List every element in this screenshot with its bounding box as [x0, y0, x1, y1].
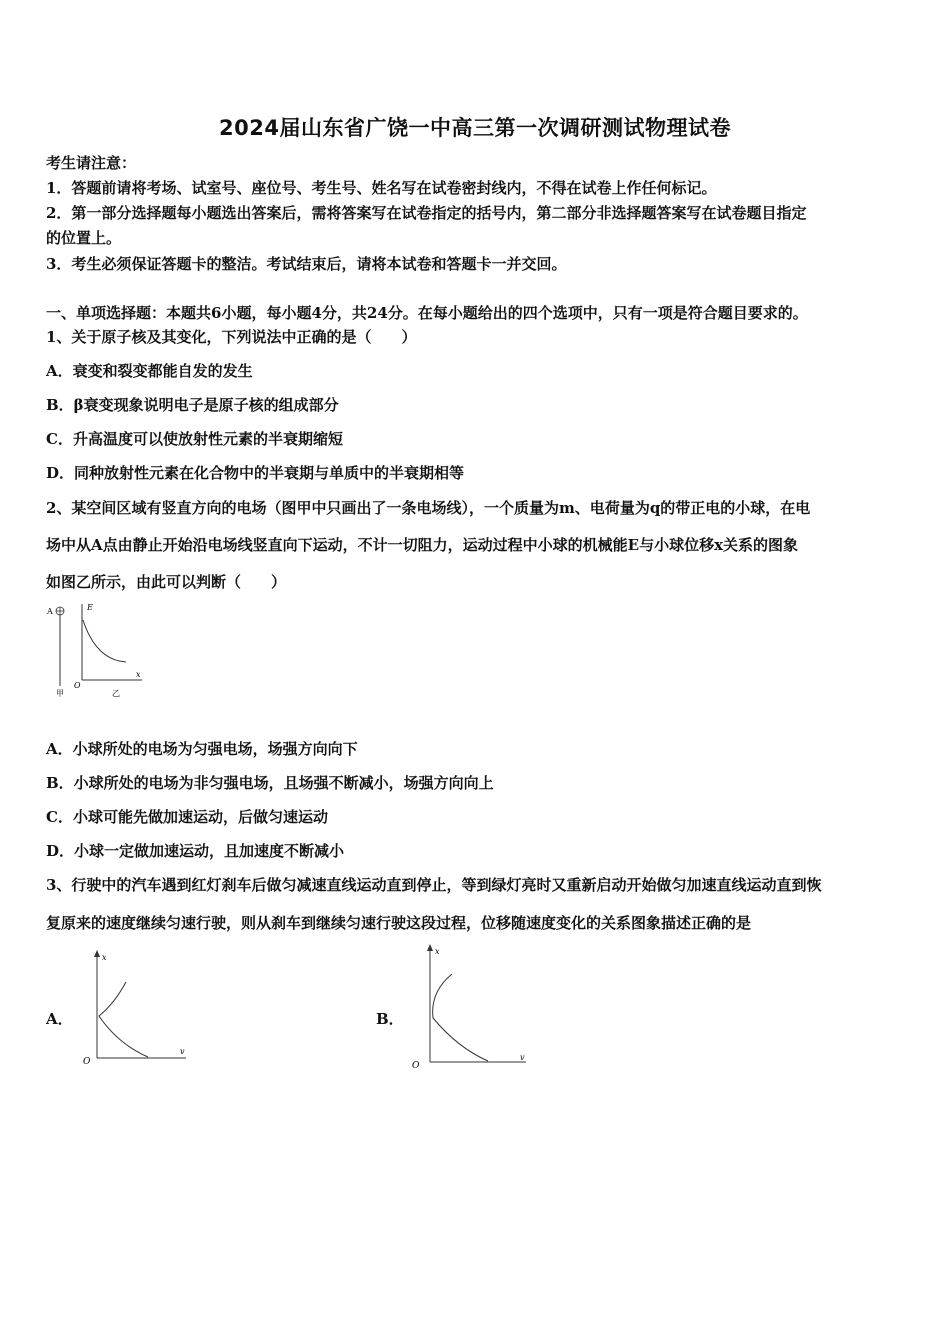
notice-heading: 考生请注意： — [46, 154, 137, 172]
fig-label-jia: 甲 — [56, 689, 64, 698]
q2-stem-line-3: 如图乙所示，由此可以判断（ ） — [46, 573, 287, 591]
fig-label-yi: 乙 — [112, 689, 120, 698]
energy-curve — [83, 620, 126, 662]
q2-stem-line-2: 场中从A点由静止开始沿电场线竖直向下运动，不计一切阻力，运动过程中小球的机械能E与小球位移x关系的图象 — [46, 536, 799, 554]
q2-option-d: D．小球一定做加速运动，且加速度不断减小 — [46, 842, 345, 860]
q3-stem-line-2: 复原来的速度继续匀速行驶，则从刹车到继续匀速行驶这段过程，位移随速度变化的关系图象描述正确的是 — [46, 914, 752, 932]
fig-label-O: O — [74, 681, 81, 690]
q2-option-b: B．小球所处的电场为非匀强电场，且场强不断减小，场强方向向上 — [46, 774, 494, 792]
q2-figure — [44, 600, 154, 700]
notice-item-2: 2．第一部分选择题每小题选出答案后，需将答案写在试卷指定的括号内，第二部分非选择题答案写在试卷题目指定 — [46, 204, 807, 222]
graph-b-curve — [433, 974, 488, 1061]
page-title: 2024届山东省广饶一中高三第一次调研测试物理试卷 — [219, 116, 731, 140]
q3-graph-a — [78, 948, 188, 1068]
notice-item-2-cont: 的位置上。 — [46, 229, 122, 247]
graph-b-label-v: v — [520, 1053, 525, 1062]
q1-option-b: B．β衰变现象说明电子是原子核的组成部分 — [46, 396, 339, 414]
q1-option-c: C．升高温度可以使放射性元素的半衰期缩短 — [46, 430, 343, 448]
q3-graph-b — [408, 940, 533, 1072]
fig-label-E: E — [87, 603, 93, 612]
q1-stem: 1、关于原子核及其变化，下列说法中正确的是（ ） — [46, 328, 417, 346]
section-heading: 一、单项选择题：本题共6小题，每小题4分，共24分。在每小题给出的四个选项中，只有一项是符合题目要求的。 — [46, 304, 808, 322]
graph-a-label-x: x — [102, 953, 107, 962]
q3-stem-line-1: 3、行驶中的汽车遇到红灯刹车后做匀减速直线运动直到停止，等到绿灯亮时又重新启动开始做匀加速直线运动直到恢 — [46, 876, 822, 894]
graph-a-label-O: O — [83, 1057, 91, 1067]
q3-option-a-label: A． — [46, 1010, 73, 1028]
graph-a-curve — [99, 982, 148, 1057]
q2-option-c: C．小球可能先做加速运动，后做匀速运动 — [46, 808, 328, 826]
q3-option-b-label: B． — [376, 1010, 404, 1028]
q2-stem-line-1: 2、某空间区域有竖直方向的电场（图甲中只画出了一条电场线），一个质量为m、电荷量为q的带正电的小球，在电 — [46, 499, 811, 517]
q1-option-a: A．衰变和裂变都能自发的发生 — [46, 362, 253, 380]
q2-option-a: A．小球所处的电场为匀强电场，场强方向向下 — [46, 740, 358, 758]
notice-item-3: 3．考生必须保证答题卡的整洁。考试结束后，请将本试卷和答题卡一并交回。 — [46, 255, 567, 273]
graph-b-label-O: O — [412, 1061, 420, 1071]
graph-b-label-x: x — [435, 947, 440, 956]
q1-option-d: D．同种放射性元素在化合物中的半衰期与单质中的半衰期相等 — [46, 464, 465, 482]
notice-item-1: 1．答题前请将考场、试室号、座位号、考生号、姓名写在试卷密封线内，不得在试卷上作任何标记。 — [46, 179, 717, 197]
fig-label-A: A — [47, 607, 53, 616]
graph-a-label-v: v — [180, 1047, 185, 1056]
fig-label-x: x — [136, 670, 141, 679]
